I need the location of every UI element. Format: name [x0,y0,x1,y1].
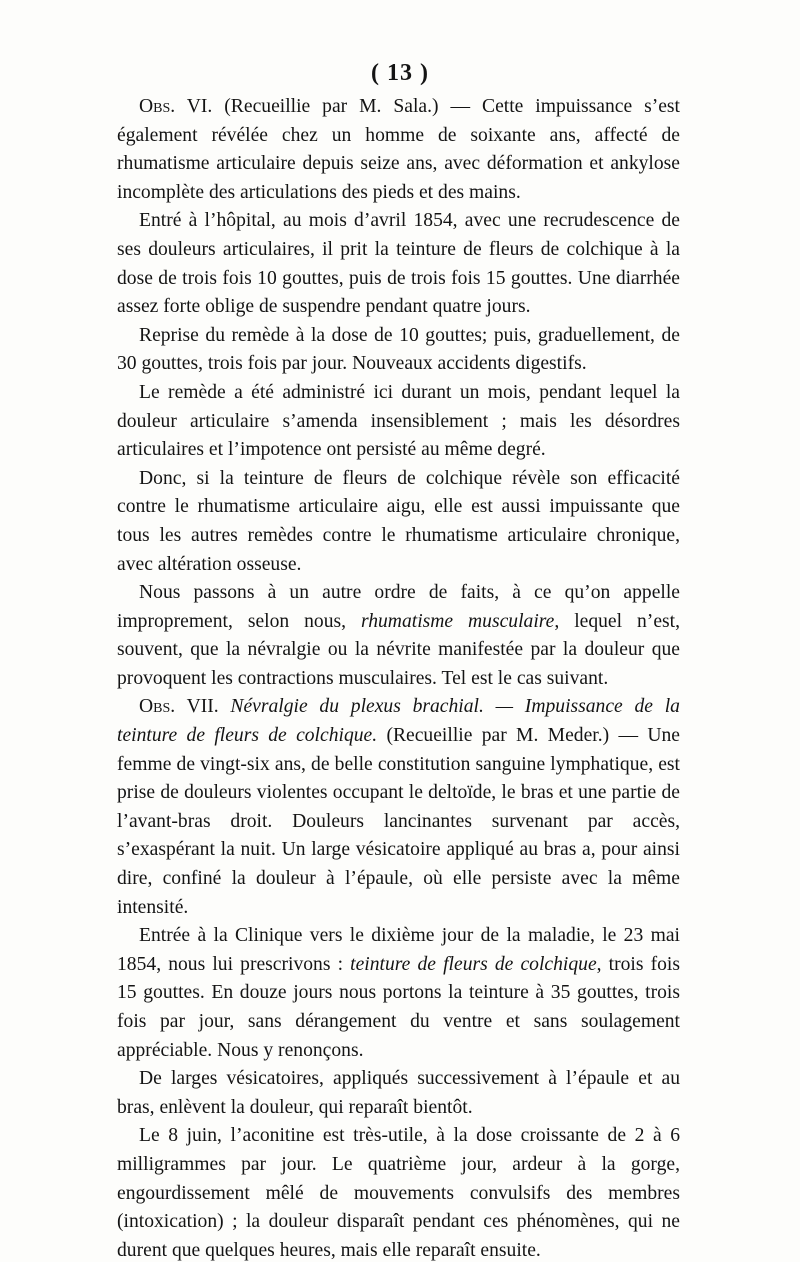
paragraph-text: , trois fois 15 gouttes. En douze jours nous portons la teinture à 35 gouttes, trois fois par jour, sans dérangement du ventre et sans soulagement appréciable. Nous y renonçons. [117,953,681,1061]
paragraph [117,922,680,1065]
paragraph-text: Reprise du remède à la dose de 10 gouttes; puis, graduellement, de 30 gouttes, trois fois par jour. Nouveaux accidents digestifs. [117,324,680,375]
paragraph-text: Entrée à la Clinique vers le dixième jour de la maladie, le 23 mai 1854, nous lui prescrivons : [117,925,680,975]
paragraph [117,465,680,579]
paragraph-text: , lequel n’est, souvent, que la névralgie ou la névrite manifestée par la douleur que provoquent les contractions musculaires. Tel est le cas suivant. [117,610,680,689]
obs-label: Obs. VI. [139,96,213,117]
obs-label: Obs. VII. [139,696,219,718]
paragraph [117,1065,680,1122]
obs-title: Névralgie du plexus brachial. — Impuissance de la teinture de fleurs de colchique. [117,696,680,747]
paragraph-obs-6 [117,93,680,207]
paragraph [117,322,680,379]
paragraph-text: Le 8 juin, l’aconitine est très-utile, à la dose croissante de 2 à 6 milligrammes par jour. Le quatrième jour, ardeur à la gorge, engourdissement mêlé de mouvements convulsifs des membres (intoxication) ; la douleur disparaît pendant ces phénomènes, qui ne durent que quelques heures, mais elle reparaît ensuite. [117,1125,680,1261]
paragraph-text: Le remède a été administré ici durant un mois, pendant lequel la douleur articulaire s’amenda insensiblement ; mais les désordres articulaires et l’impotence ont persisté au même degré. [117,381,680,461]
paragraph-obs-7 [117,693,680,922]
paragraph-text: Nous passons à un autre ordre de faits, à ce qu’on appelle improprement, selon nous, [117,582,680,632]
paragraph-text: (Recueillie par M. Meder.) — Une femme de vingt-six ans, de belle constitution sanguine lymphatique, est prise de douleurs violentes occupant le deltoïde, le bras et une partie de l’avant-bras droit. Douleurs lancinantes survenant par accès, s’exaspérant la nuit. Un large vésicatoire appliqué au bras a, pour ainsi dire, confiné la douleur à l’épaule, où elle persiste avec la même intensité. [117,725,680,918]
paragraph-text: De larges vésicatoires, appliqués successivement à l’épaule et au bras, enlèvent la douleur, qui reparaît bientôt. [117,1068,680,1118]
italic-term: teinture de fleurs de colchique [350,953,597,975]
paragraph [117,379,680,465]
page-number: ( 13 ) [371,60,429,86]
body-text [117,93,680,1265]
paragraph-text: Donc, si la teinture de fleurs de colchique révèle son efficacité contre le rhumatisme articulaire aigu, elle est aussi impuissante que tous les autres remèdes contre le rhumatisme articulaire chronique, avec altération osseuse. [117,467,680,575]
italic-term: rhumatisme musculaire [360,610,555,632]
paragraph-text: Entré à l’hôpital, au mois d’avril 1854, avec une recrudescence de ses douleurs articulaires, il prit la teinture de fleurs de colchique à la dose de trois fois 10 gouttes, puis de trois fois 15 gouttes. Une diarrhée assez forte oblige de suspendre pendant quatre jours. [117,210,680,318]
paragraph [117,207,680,321]
paragraph [117,1122,680,1265]
paragraph [117,579,680,693]
paragraph-text: (Recueillie par M. Sala.) — Cette impuissance s’est également révélée chez un homme de soixante ans, affecté de rhumatisme articulaire depuis seize ans, avec déformation et ankylose incomplète des articulations des pieds et des mains. [117,96,681,203]
